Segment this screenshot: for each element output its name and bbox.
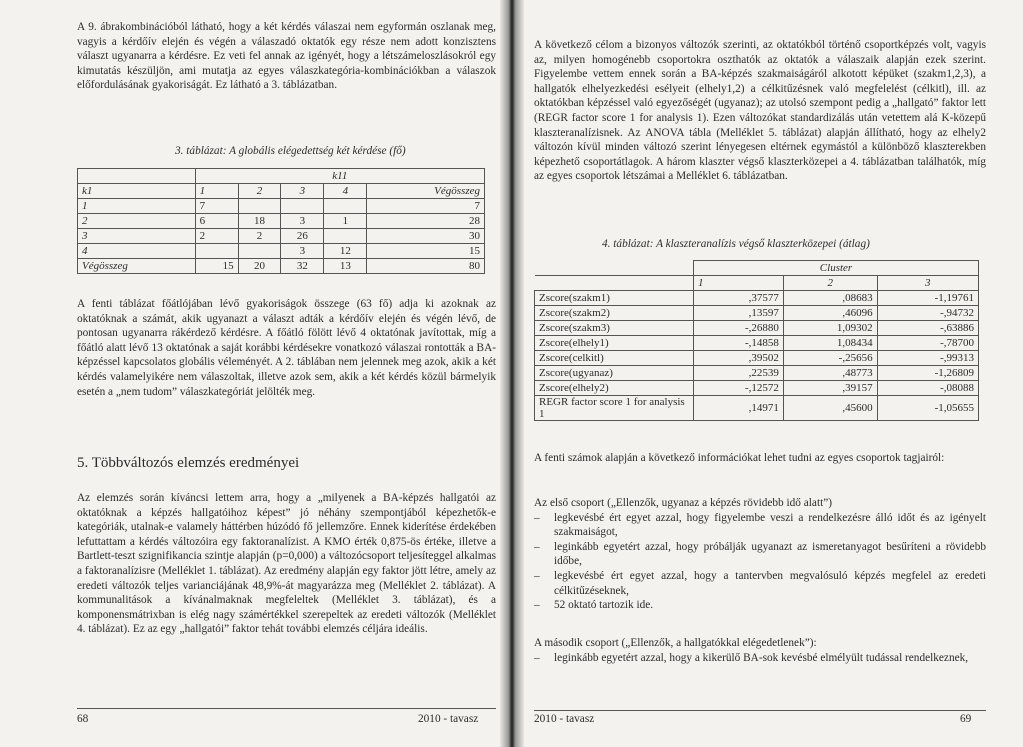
- table4-col-head: 3: [877, 276, 978, 291]
- left-footer-rule: [77, 708, 496, 709]
- table4-header-row: [535, 276, 979, 291]
- table-row: 1 7 7: [78, 199, 485, 214]
- group2-block: [534, 636, 986, 665]
- group1-title: Az első csoport („Ellenzők, ugyanaz a képzés rövidebb idő alatt”): [534, 497, 832, 509]
- book-gutter: [500, 0, 524, 747]
- group1-list: [534, 511, 986, 613]
- issue-label-left: 2010 - tavasz: [418, 713, 479, 725]
- table3-row-head: k1: [78, 184, 196, 199]
- left-page: [0, 0, 508, 747]
- table3-col-head: 2: [238, 184, 281, 199]
- page-number-right: 69: [960, 713, 972, 725]
- left-analysis-paragraph: Az elemzés során kíváncsi lettem arra, hogy a „milyenek a BA-képzés hallgatói az oktatóknak a képzés hallgatóihoz képest” jó néhány szempontjából képezhetők-e kategóriák, utalnak-e valamely háttérben húzódó fő jellemzőre. Ennek kiderítése érdekében lefuttattam a kérdés változóira egy faktoranalízist. A KMO érték 0,875-ös értéke, illetve a Bartlett-teszt szignifikancia szintje alapján (p=0,000) a változócsoport teljesíteggel alkalmas a faktoranalízisre (Melléklet 1. táblázat). Az eredmény alapján egy faktor jött létre, amely az eredeti változók teljes varianciájának 48,9%-át magyarázza meg (Melléklet 2. táblázat). A kommunalitások a kívánalmaknak megfeleltek (Melléklet 3. táblázat), és a komponensmátrixban is elég nagy számértékkel szerepeltek az eredeti változók (Melléklet 4. táblázat). Ez az egy „hallgatói” faktor tehát további elemzés céljára ideális.: [77, 492, 496, 636]
- table3-caption: 3. táblázat: A globális elégedettség két kérdése (fő): [175, 145, 406, 157]
- table4-cluster-head: Cluster: [694, 261, 979, 276]
- table4-cluster-row: [535, 261, 979, 276]
- table-row: 2 6 18 3 1 28: [78, 214, 485, 229]
- left-table-discussion: A fenti táblázat főátlójában lévő gyakoriságok összege (63 fő) adja ki azoknak az oktatóknak a számát, akik ugyanazt a választ adták a kérdőív elején és végén lévő, de pontosan ugyanarra rákérdező kérdésre. A főátló fölött lévő 4 oktatónak javítottak, míg a főátló alatt lévő 13 oktatónak a saját korábbi kérdésekre vonatkozó válaszai rontották a BA-képzéssel kapcsolatos globális véleményét. A 2. táblában nem jelennek meg azok, akik a két kérdés valamelyikére nem válaszoltak, illetve azok sem, akik a két kérdés közül bármelyik esetén a „nem tudom” válaszkategóriát jelölték meg.: [77, 298, 496, 398]
- group2-title: A második csoport („Ellenzők, a hallgatókkal elégedetlenek”):: [534, 637, 817, 649]
- table-row: 4 3 12 15: [78, 244, 485, 259]
- table-row: Végösszeg 15 20 32 13 80: [78, 259, 485, 274]
- page-number-left: 68: [77, 713, 89, 725]
- table-row: Zscore(elhely2) -,12572 ,39157 -,08088: [535, 381, 979, 396]
- group2-list: [534, 651, 986, 666]
- section-title: 5. Többváltozós elemzés eredményei: [77, 455, 300, 471]
- list-item: – legkevésbé ért egyet azzal, hogy a tantervben megvalósuló képzés megfelel az eredeti célkitűzéseknek,: [534, 569, 986, 598]
- table3-col-head: 3: [281, 184, 324, 199]
- list-item: – 52 oktató tartozik ide.: [534, 598, 986, 613]
- list-item: – legkevésbé ért egyet azzal, hogy figyelembe veszi a rendelkezésre álló időt és az igényelt szakmaiságot,: [534, 511, 986, 540]
- left-intro-paragraph: A 9. ábrakombinációból látható, hogy a két kérdés válaszai nem egyformán oszlanak meg, vagyis a kérdőív elején és végén a válaszadó oktatók egy része nem adott konzisztens választ ugyanarra a kérdésre. Ez veti fel annak az igényét, hogy a létszámeloszlásokról egy kimutatás készüljön, ami mutatja az egyes válaszkategória-kombinációkban a válaszok előfordulásának gyakoriságát. Ez látható a 3. táblázatban.: [77, 21, 496, 92]
- table3-group-row: [78, 169, 485, 184]
- table3-col-head: Végösszeg: [367, 184, 485, 199]
- list-item: – leginkább egyetért azzal, hogy a kikerülő BA-sok kevésbé elmélyült tudással rendelkeznek,: [534, 651, 986, 666]
- right-intro-paragraph: A következő célom a bizonyos változók szerinti, az oktatókból történő csoportképzés volt, vagyis az, milyen homogénebb csoportokra oszthatók az oktatók a válaszaik alapján ezek szerint. Figyelembe vettem ennek során a BA-képzés szakmaiságáról alkotott képüket (szakm1,2,3), a hallgatók elhelyezkedési esélyeit (elhely1,2) a célkitűzésnek való megfelelést (célkitl), ill. az oktatókban képzéssel való egyezőségét (ugyanaz); az utolsó szempont pedig a „hallgató” faktor lett (REGR factor score 1 for analysis 1). Ezen változókat standardizálás után vetettem alá K-közepű klaszteranalízisnek. Az ANOVA tábla (Melléklet 5. táblázat) alapján állítható, hogy az elhely2 változón kívül minden változó szerint lényegesen eltérnek egymástól a különböző klaszterekben képezhető csoportátlagok. A három klaszter végső klaszterközepei a 4. táblázatban találhatók, míg az egyes csoportok létszámai a Melléklet 6. táblázatban.: [534, 39, 986, 183]
- list-item: – leginkább egyetért azzal, hogy próbálják ugyanazt az ismeretanyagot besűríteni a rövidebb időbe,: [534, 540, 986, 569]
- table-row: 3 2 2 26 30: [78, 229, 485, 244]
- table3-col-head: 1: [195, 184, 238, 199]
- right-page: [512, 0, 1023, 747]
- table4-col-head: 1: [694, 276, 784, 291]
- table-row: Zscore(szakm2) ,13597 ,46096 -,94732: [535, 306, 979, 321]
- table-row: Zscore(szakm3) -,26880 1,09302 -,63886: [535, 321, 979, 336]
- table3-header-row: [78, 184, 485, 199]
- table3-col-head: 4: [324, 184, 367, 199]
- right-footer-rule: [534, 710, 986, 711]
- table-row: Zscore(elhely1) -,14858 1,08434 -,78700: [535, 336, 979, 351]
- table3: [77, 168, 485, 274]
- table4: [534, 260, 979, 421]
- table-row: Zscore(celkitl) ,39502 -,25656 -,99313: [535, 351, 979, 366]
- table-row: Zscore(ugyanaz) ,22539 ,48773 -1,26809: [535, 366, 979, 381]
- group1-block: [534, 496, 986, 613]
- right-summary-paragraph: A fenti számok alapján a következő információkat lehet tudni az egyes csoportok tagjairól:: [534, 452, 945, 464]
- table4-caption: 4. táblázat: A klaszteranalízis végső klaszterközepei (átlag): [602, 238, 870, 250]
- table4-col-head: 2: [783, 276, 877, 291]
- table-row: Zscore(szakm1) ,37577 ,08683 -1,19761: [535, 291, 979, 306]
- table3-col-group: k11: [195, 169, 484, 184]
- issue-label-right: 2010 - tavasz: [534, 713, 595, 725]
- table-row: REGR factor score 1 for analysis 1 ,14971 ,45600 -1,05655: [535, 396, 979, 421]
